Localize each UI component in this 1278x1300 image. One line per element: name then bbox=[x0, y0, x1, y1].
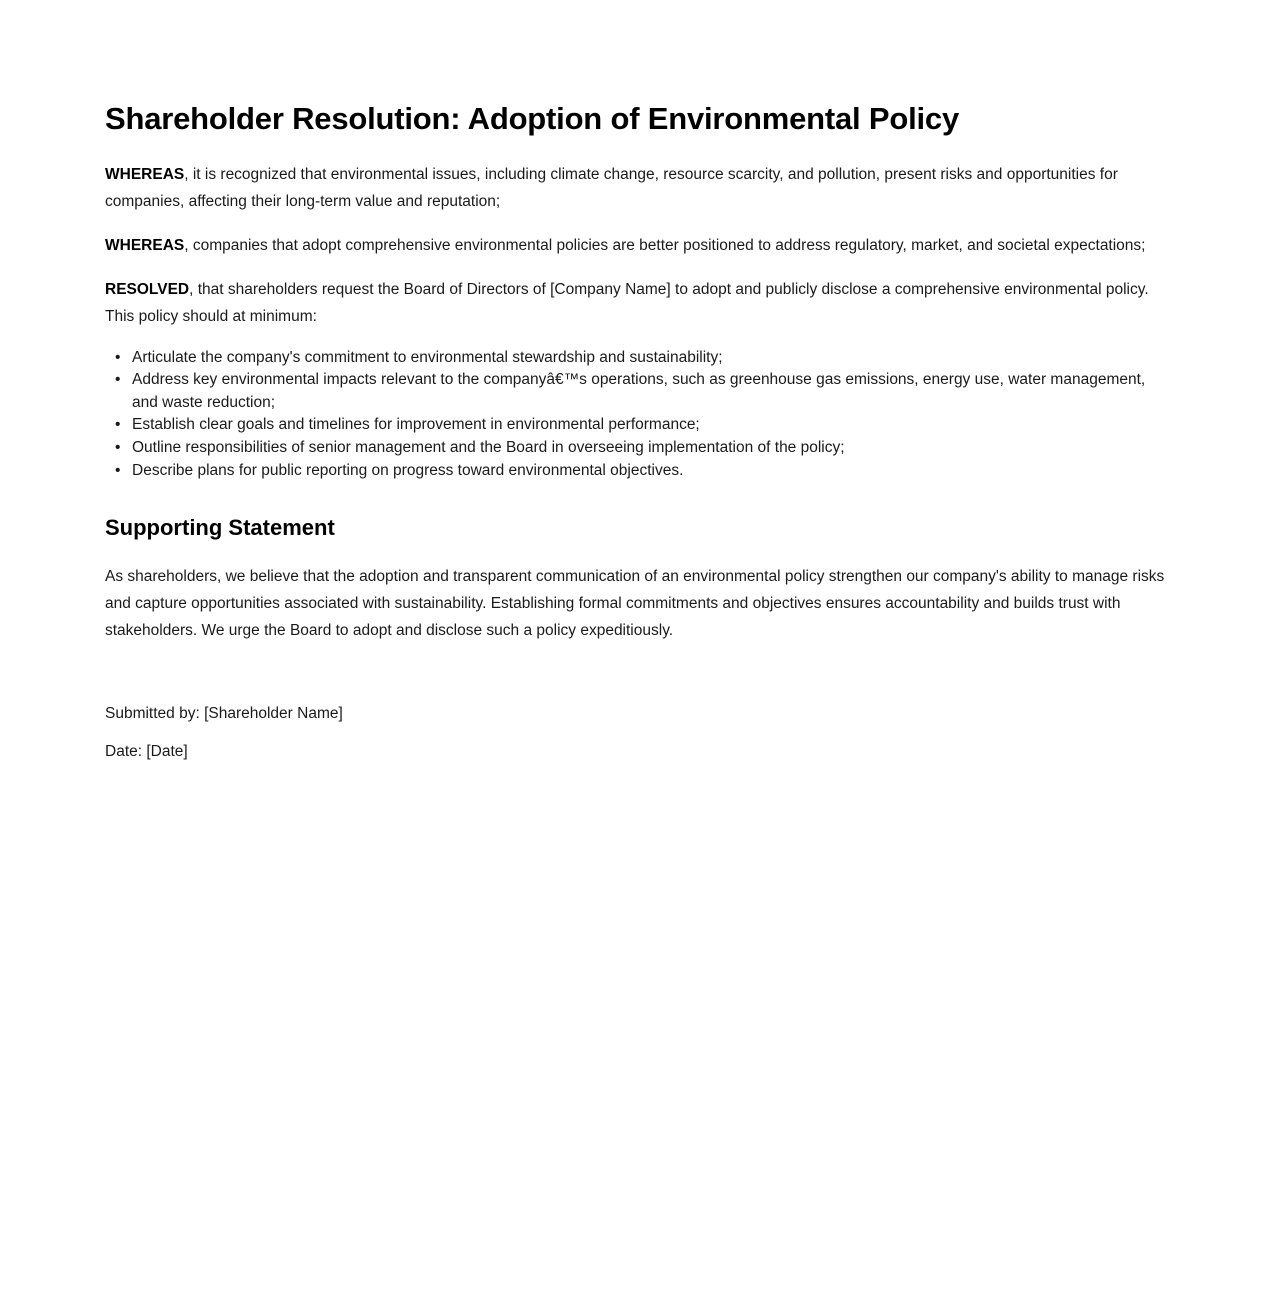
date-line: Date: [Date] bbox=[105, 742, 188, 760]
resolved-paragraph bbox=[105, 260, 1169, 331]
list-item: • Outline responsibilities of senior management and the Board in overseeing implementation of the policy; bbox=[105, 437, 1169, 460]
supporting-statement-heading: Supporting Statement bbox=[105, 515, 335, 541]
paragraph-lead-resolved: RESOLVED bbox=[105, 280, 190, 298]
page-title: Shareholder Resolution: Adoption of Environmental Policy bbox=[105, 101, 959, 136]
paragraph-text-whereas-2: , companies that adopt comprehensive environmental policies are better positioned to address regulatory, market, and societal expectations; bbox=[184, 236, 1146, 254]
submitted-by-line: Submitted by: [Shareholder Name] bbox=[105, 704, 343, 722]
list-item: • Address key environmental impacts relevant to the companyâ€™s operations, such as greenhouse gas emissions, energy use, water management, and waste reduction; bbox=[105, 369, 1169, 414]
whereas-paragraph-1 bbox=[105, 139, 1169, 216]
paragraph-text-resolved: , that shareholders request the Board of Directors of [Company Name] to adopt and publicly disclose a comprehensive environmental policy. This policy should at minimum: bbox=[105, 280, 1149, 325]
supporting-statement-paragraph: As shareholders, we believe that the adoption and transparent communication of an environmental policy strengthen our company's ability to manage risks and capture opportunities associated with sustainability. Establishing formal commitments and objectives ensures accountability and builds trust with stakeholders. We urge the Board to adopt and disclose such a policy expeditiously. bbox=[105, 567, 1165, 639]
paragraph-lead-whereas-1: WHEREAS bbox=[105, 165, 185, 183]
requirements-list bbox=[105, 331, 1169, 483]
list-item: • Describe plans for public reporting on progress toward environmental objectives. bbox=[105, 460, 1169, 483]
list-item: • Articulate the company's commitment to environmental stewardship and sustainability; bbox=[105, 347, 1169, 370]
signature-block bbox=[105, 645, 1169, 766]
paragraph-text-whereas-1: , it is recognized that environmental issues, including climate change, resource scarcity, and pollution, present risks and opportunities for companies, affecting their long-term value and reputation; bbox=[105, 165, 1118, 210]
whereas-paragraph-2 bbox=[105, 216, 1169, 260]
paragraph-lead-whereas-2: WHEREAS bbox=[105, 236, 185, 254]
document-body bbox=[105, 0, 1169, 766]
list-item: • Establish clear goals and timelines for improvement in environmental performance; bbox=[105, 414, 1169, 437]
